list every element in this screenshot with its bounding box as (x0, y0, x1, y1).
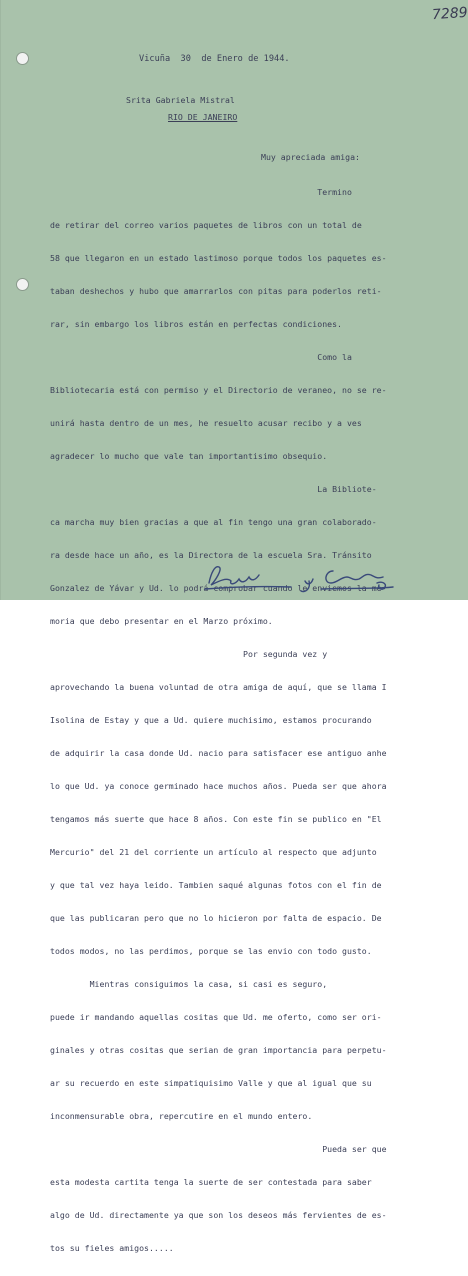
body-line: de adquirir la casa donde Ud. nacio para satisfacer ese antiguo anhe (50, 748, 387, 758)
body-line: 58 que llegaron en un estado lastimoso porque todos los paquetes es- (50, 253, 387, 263)
punch-hole-middle (16, 278, 29, 291)
body-line: ca marcha muy bien gracias a que al fin tengo una gran colaborado- (50, 517, 377, 527)
body-line: Por segunda vez y (50, 649, 328, 659)
archive-number: 7289 (431, 4, 468, 24)
body-line: Mercurio" del 21 del corriente un artículo al respecto que adjunto (50, 847, 377, 857)
body-line: Bibliotecaria está con permiso y el Directorio de veraneo, no se re- (50, 385, 387, 395)
body-line: ginales y otras cositas que serian de gran importancia para perpetu- (50, 1045, 387, 1055)
body-line: Mientras consiguimos la casa, si casi es seguro, (50, 979, 328, 989)
dateline: Vicuña 30 de Enero de 1944. (139, 54, 290, 64)
handwritten-signature (201, 559, 401, 593)
body-line: Como la (50, 352, 352, 362)
body-line: Termino (50, 187, 352, 197)
body-line: tengamos más suerte que hace 8 años. Con este fin se publico en "El (50, 814, 382, 824)
letter-body (50, 165, 460, 1276)
body-line: Pueda ser que (50, 1144, 387, 1154)
body-line: que las publicaran pero que no lo hicieron por falta de espacio. De (50, 913, 382, 923)
salutation: Muy apreciada amiga: (261, 152, 360, 162)
body-line: y que tal vez haya leido. Tambien saqué algunas fotos con el fin de (50, 880, 382, 890)
body-line: ar su recuerdo en este simpatiquisimo Valle y que al igual que su (50, 1078, 372, 1088)
body-line: taban deshechos y hubo que amarrarlos con pitas para poderlos reti- (50, 286, 382, 296)
body-line: Gonzalez de Yávar y Ud. lo podrá comprobar cuando le enviemos la me- (50, 583, 387, 593)
body-line: moria que debo presentar en el Marzo próximo. (50, 616, 273, 626)
recipient-city: RIO DE JANEIRO (168, 112, 238, 122)
body-line: rar, sin embargo los libros están en perfectas condiciones. (50, 319, 343, 329)
body-line: de retirar del correo varios paquetes de libros con un total de (50, 220, 362, 230)
body-line: inconmensurable obra, repercutire en el mundo entero. (50, 1111, 313, 1121)
body-line: La Bibliote- (50, 484, 377, 494)
body-line: unirá hasta dentro de un mes, he resuelto acusar recibo y a ves (50, 418, 362, 428)
signature-scribble (201, 559, 401, 593)
body-line: tos su fieles amigos..... (50, 1243, 174, 1253)
body-line: esta modesta cartita tenga la suerte de ser contestada para saber (50, 1177, 372, 1187)
punch-hole-top (16, 52, 29, 65)
body-line: aprovechando la buena voluntad de otra amiga de aquí, que se llama I (50, 682, 387, 692)
body-line: algo de Ud. directamente ya que son los deseos más fervientes de es- (50, 1210, 387, 1220)
body-line: todos modos, no las perdimos, porque se las envio con todo gusto. (50, 946, 372, 956)
body-line: agradecer lo mucho que vale tan importantisimo obsequio. (50, 451, 328, 461)
body-line: ra desde hace un año, es la Directora de la escuela Sra. Tránsito (50, 550, 372, 560)
body-line: Isolina de Estay y que a Ud. quiere muchisimo, estamos procurando (50, 715, 372, 725)
body-line: lo que Ud. ya conoce germinado hace muchos años. Pueda ser que ahora (50, 781, 387, 791)
recipient-name: Srita Gabriela Mistral (126, 95, 235, 105)
body-line: puede ir mandando aquellas cositas que Ud. me oferto, como ser ori- (50, 1012, 382, 1022)
